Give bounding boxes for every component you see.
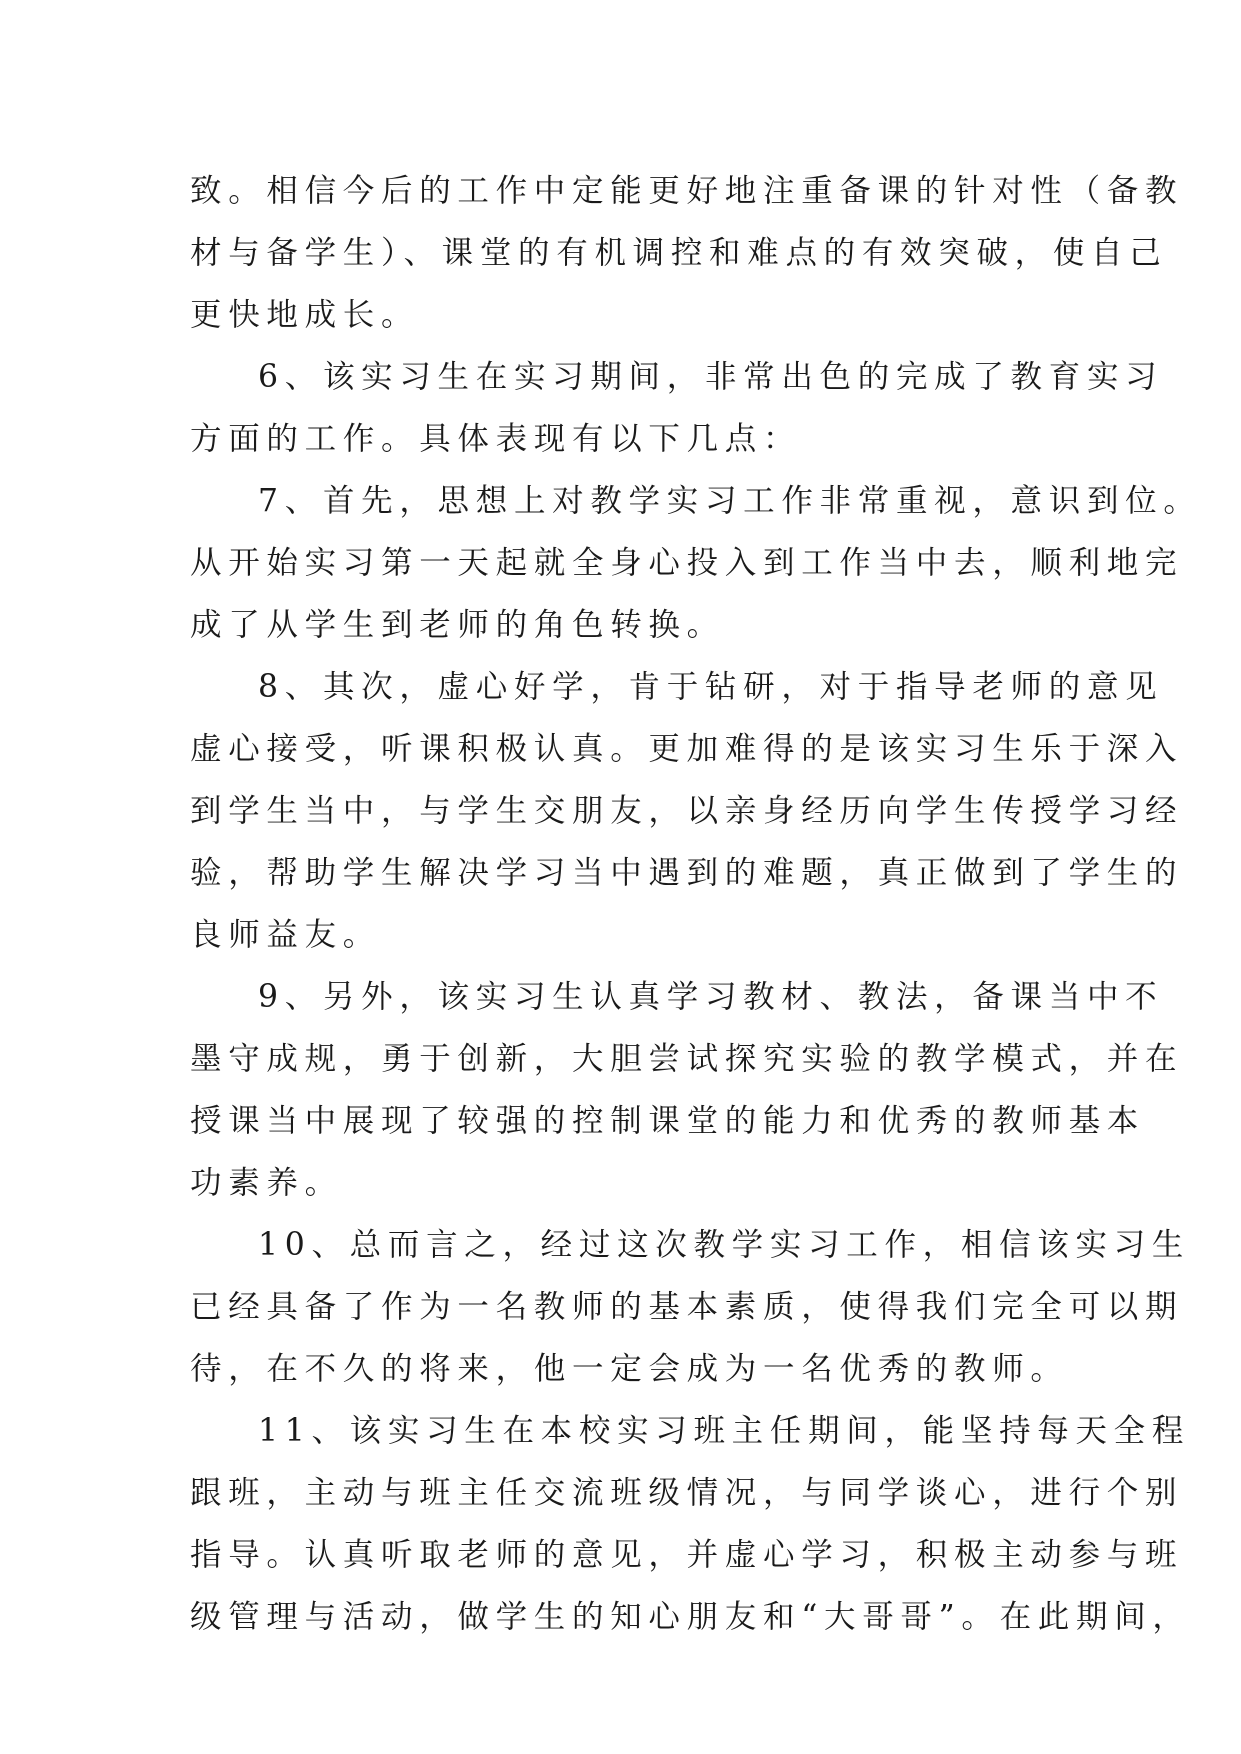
- text-line: 到学生当中，与学生交朋友，以亲身经历向学生传授学习经: [190, 793, 1184, 829]
- text-line: 跟班，主动与班主任交流班级情况，与同学谈心，进行个别: [190, 1475, 1184, 1511]
- text-line: 授课当中展现了较强的控制课堂的能力和优秀的教师基本: [190, 1103, 1146, 1139]
- paragraph-7-start: 7、首先，思想上对教学实习工作非常重视，意识到位。: [258, 483, 1202, 519]
- paragraph-11-start: 11、该实习生在本校实习班主任期间，能坚持每天全程: [258, 1413, 1191, 1449]
- text-line: 墨守成规，勇于创新，大胆尝试探究实验的教学模式，并在: [190, 1041, 1184, 1077]
- text-line: 虚心接受，听课积极认真。更加难得的是该实习生乐于深入: [190, 731, 1184, 767]
- paragraph-8-start: 8、其次，虚心好学，肯于钻研，对于指导老师的意见: [258, 669, 1164, 705]
- text-line: 良师益友。: [190, 917, 382, 953]
- text-line: 验，帮助学生解决学习当中遇到的难题，真正做到了学生的: [190, 855, 1184, 891]
- text-line: 方面的工作。具体表现有以下几点：: [190, 421, 802, 457]
- text-line: 级管理与活动，做学生的知心朋友和“大哥哥”。在此期间，: [190, 1599, 1191, 1635]
- text-line: 已经具备了作为一名教师的基本素质，使得我们完全可以期: [190, 1289, 1184, 1325]
- text-line: 功素养。: [190, 1165, 343, 1201]
- text-line: 成了从学生到老师的角色转换。: [190, 607, 725, 643]
- text-line: 更快地成长。: [190, 297, 420, 333]
- paragraph-6-start: 6、该实习生在实习期间，非常出色的完成了教育实习: [258, 359, 1164, 395]
- text-line: 致。相信今后的工作中定能更好地注重备课的针对性（备教: [190, 173, 1184, 209]
- text-line: 指导。认真听取老师的意见，并虚心学习，积极主动参与班: [190, 1537, 1184, 1573]
- text-line: 从开始实习第一天起就全身心投入到工作当中去，顺利地完: [190, 545, 1184, 581]
- text-line: 材与备学生）、课堂的有机调控和难点的有效突破，使自己: [190, 235, 1168, 271]
- paragraph-10-start: 10、总而言之，经过这次教学实习工作，相信该实习生: [258, 1227, 1191, 1263]
- document-body: [190, 160, 1202, 1648]
- text-line: 待，在不久的将来，他一定会成为一名优秀的教师。: [190, 1351, 1069, 1387]
- paragraph-9-start: 9、另外，该实习生认真学习教材、教法，备课当中不: [258, 979, 1164, 1015]
